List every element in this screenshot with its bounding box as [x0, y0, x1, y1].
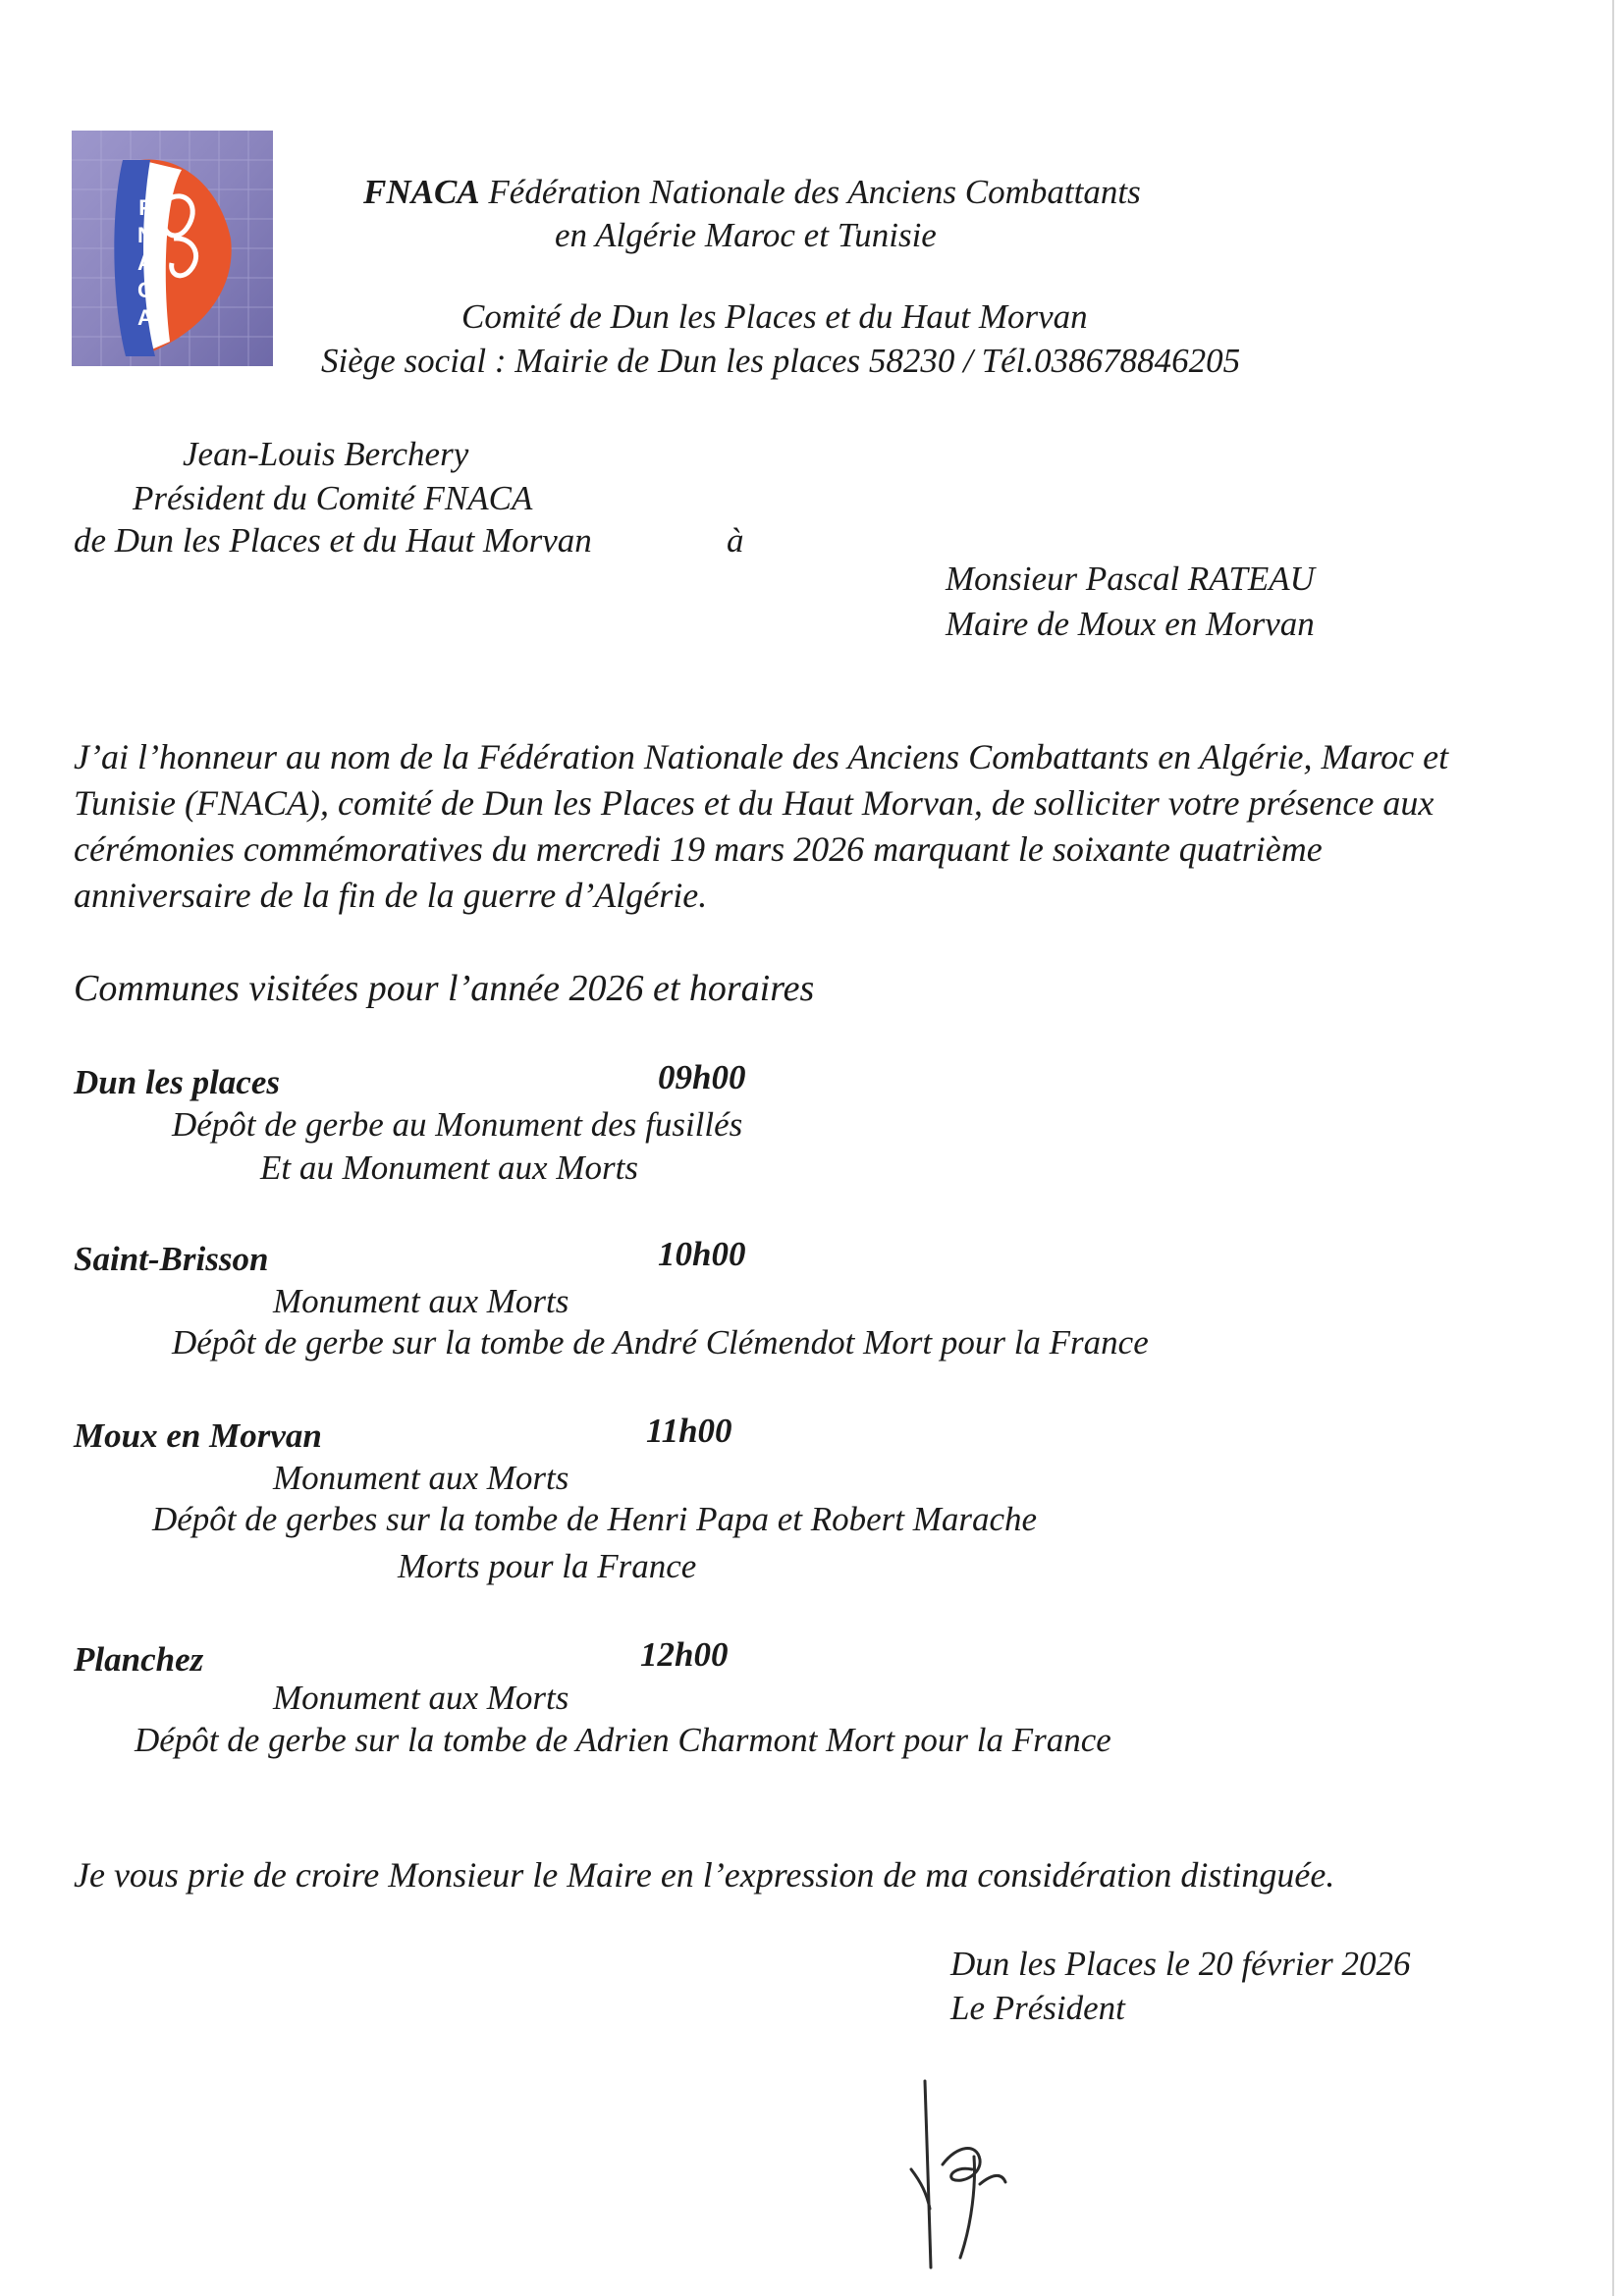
schedule-town: Saint-Brisson	[74, 1240, 269, 1278]
header-committee: Comité de Dun les Places et du Haut Morvan	[461, 297, 1088, 336]
logo-letter-a2: A	[137, 305, 153, 330]
schedule-time: 09h00	[658, 1058, 746, 1096]
header-org-name: Fédération Nationale des Anciens Combattants	[488, 173, 1141, 211]
intro-line: J’ai l’honneur au nom de la Fédération Nationale des Anciens Combattants en Algérie, Maroc et	[74, 737, 1449, 776]
logo-graphic	[72, 131, 273, 366]
intro-line: cérémonies commémoratives du mercredi 19 mars 2026 marquant le soixante quatrième	[74, 829, 1323, 869]
recipient-name: Monsieur Pascal RATEAU	[946, 560, 1315, 598]
header-address: Siège social : Mairie de Dun les places 58230 / Tél.038678846205	[321, 342, 1241, 380]
recipient-title: Maire de Moux en Morvan	[946, 605, 1315, 643]
header-org-line1	[363, 175, 1141, 209]
signature	[903, 2076, 1031, 2272]
schedule-town: Dun les places	[74, 1063, 280, 1101]
schedule-detail: Dépôt de gerbe sur la tombe de André Clémendot Mort pour la France	[172, 1323, 1149, 1362]
schedule-detail: Dépôt de gerbes sur la tombe de Henri Papa et Robert Marache	[152, 1500, 1038, 1538]
logo-letter-n: N	[137, 223, 153, 247]
header-org-abbrev: FNACA	[363, 173, 480, 211]
header-org-line2: en Algérie Maroc et Tunisie	[555, 216, 937, 254]
intro-paragraph	[74, 734, 1576, 919]
schedule-time: 12h00	[640, 1635, 729, 1674]
schedule-town: Planchez	[74, 1640, 204, 1679]
logo-letter-a1: A	[137, 250, 153, 275]
fnaca-logo	[72, 131, 273, 366]
schedule-detail: Monument aux Morts	[273, 1459, 569, 1497]
schedule-detail: Et au Monument aux Morts	[260, 1148, 638, 1187]
schedule-town: Moux en Morvan	[74, 1416, 322, 1455]
schedule-heading: Communes visitées pour l’année 2026 et horaires	[74, 968, 815, 1009]
schedule-detail: Morts pour la France	[398, 1547, 697, 1585]
logo-letter-f: F	[138, 195, 152, 220]
closing-place-date: Dun les Places le 20 février 2026	[950, 1945, 1411, 1983]
closing-salutation: Je vous prie de croire Monsieur le Maire en l’expression de ma considération distinguée.	[74, 1855, 1335, 1895]
schedule-detail: Dépôt de gerbe sur la tombe de Adrien Charmont Mort pour la France	[135, 1721, 1111, 1759]
sender-name: Jean-Louis Berchery	[183, 435, 469, 473]
intro-line: anniversaire de la fin de la guerre d’Algérie.	[74, 876, 708, 915]
schedule-detail: Monument aux Morts	[273, 1282, 569, 1320]
schedule-time: 10h00	[658, 1235, 746, 1273]
sender-committee: de Dun les Places et du Haut Morvan	[74, 521, 592, 560]
page-edge	[1612, 0, 1614, 2296]
sender-title: Président du Comité FNACA	[133, 479, 533, 517]
closing-signatory: Le Président	[950, 1989, 1125, 2027]
schedule-detail: Dépôt de gerbe au Monument des fusillés	[172, 1105, 743, 1144]
schedule-detail: Monument aux Morts	[273, 1679, 569, 1717]
sender-to-word: à	[727, 521, 744, 560]
logo-letter-c: C	[137, 278, 153, 302]
intro-line: Tunisie (FNACA), comité de Dun les Places et du Haut Morvan, de solliciter votre présence aux	[74, 783, 1435, 823]
schedule-time: 11h00	[646, 1412, 732, 1450]
